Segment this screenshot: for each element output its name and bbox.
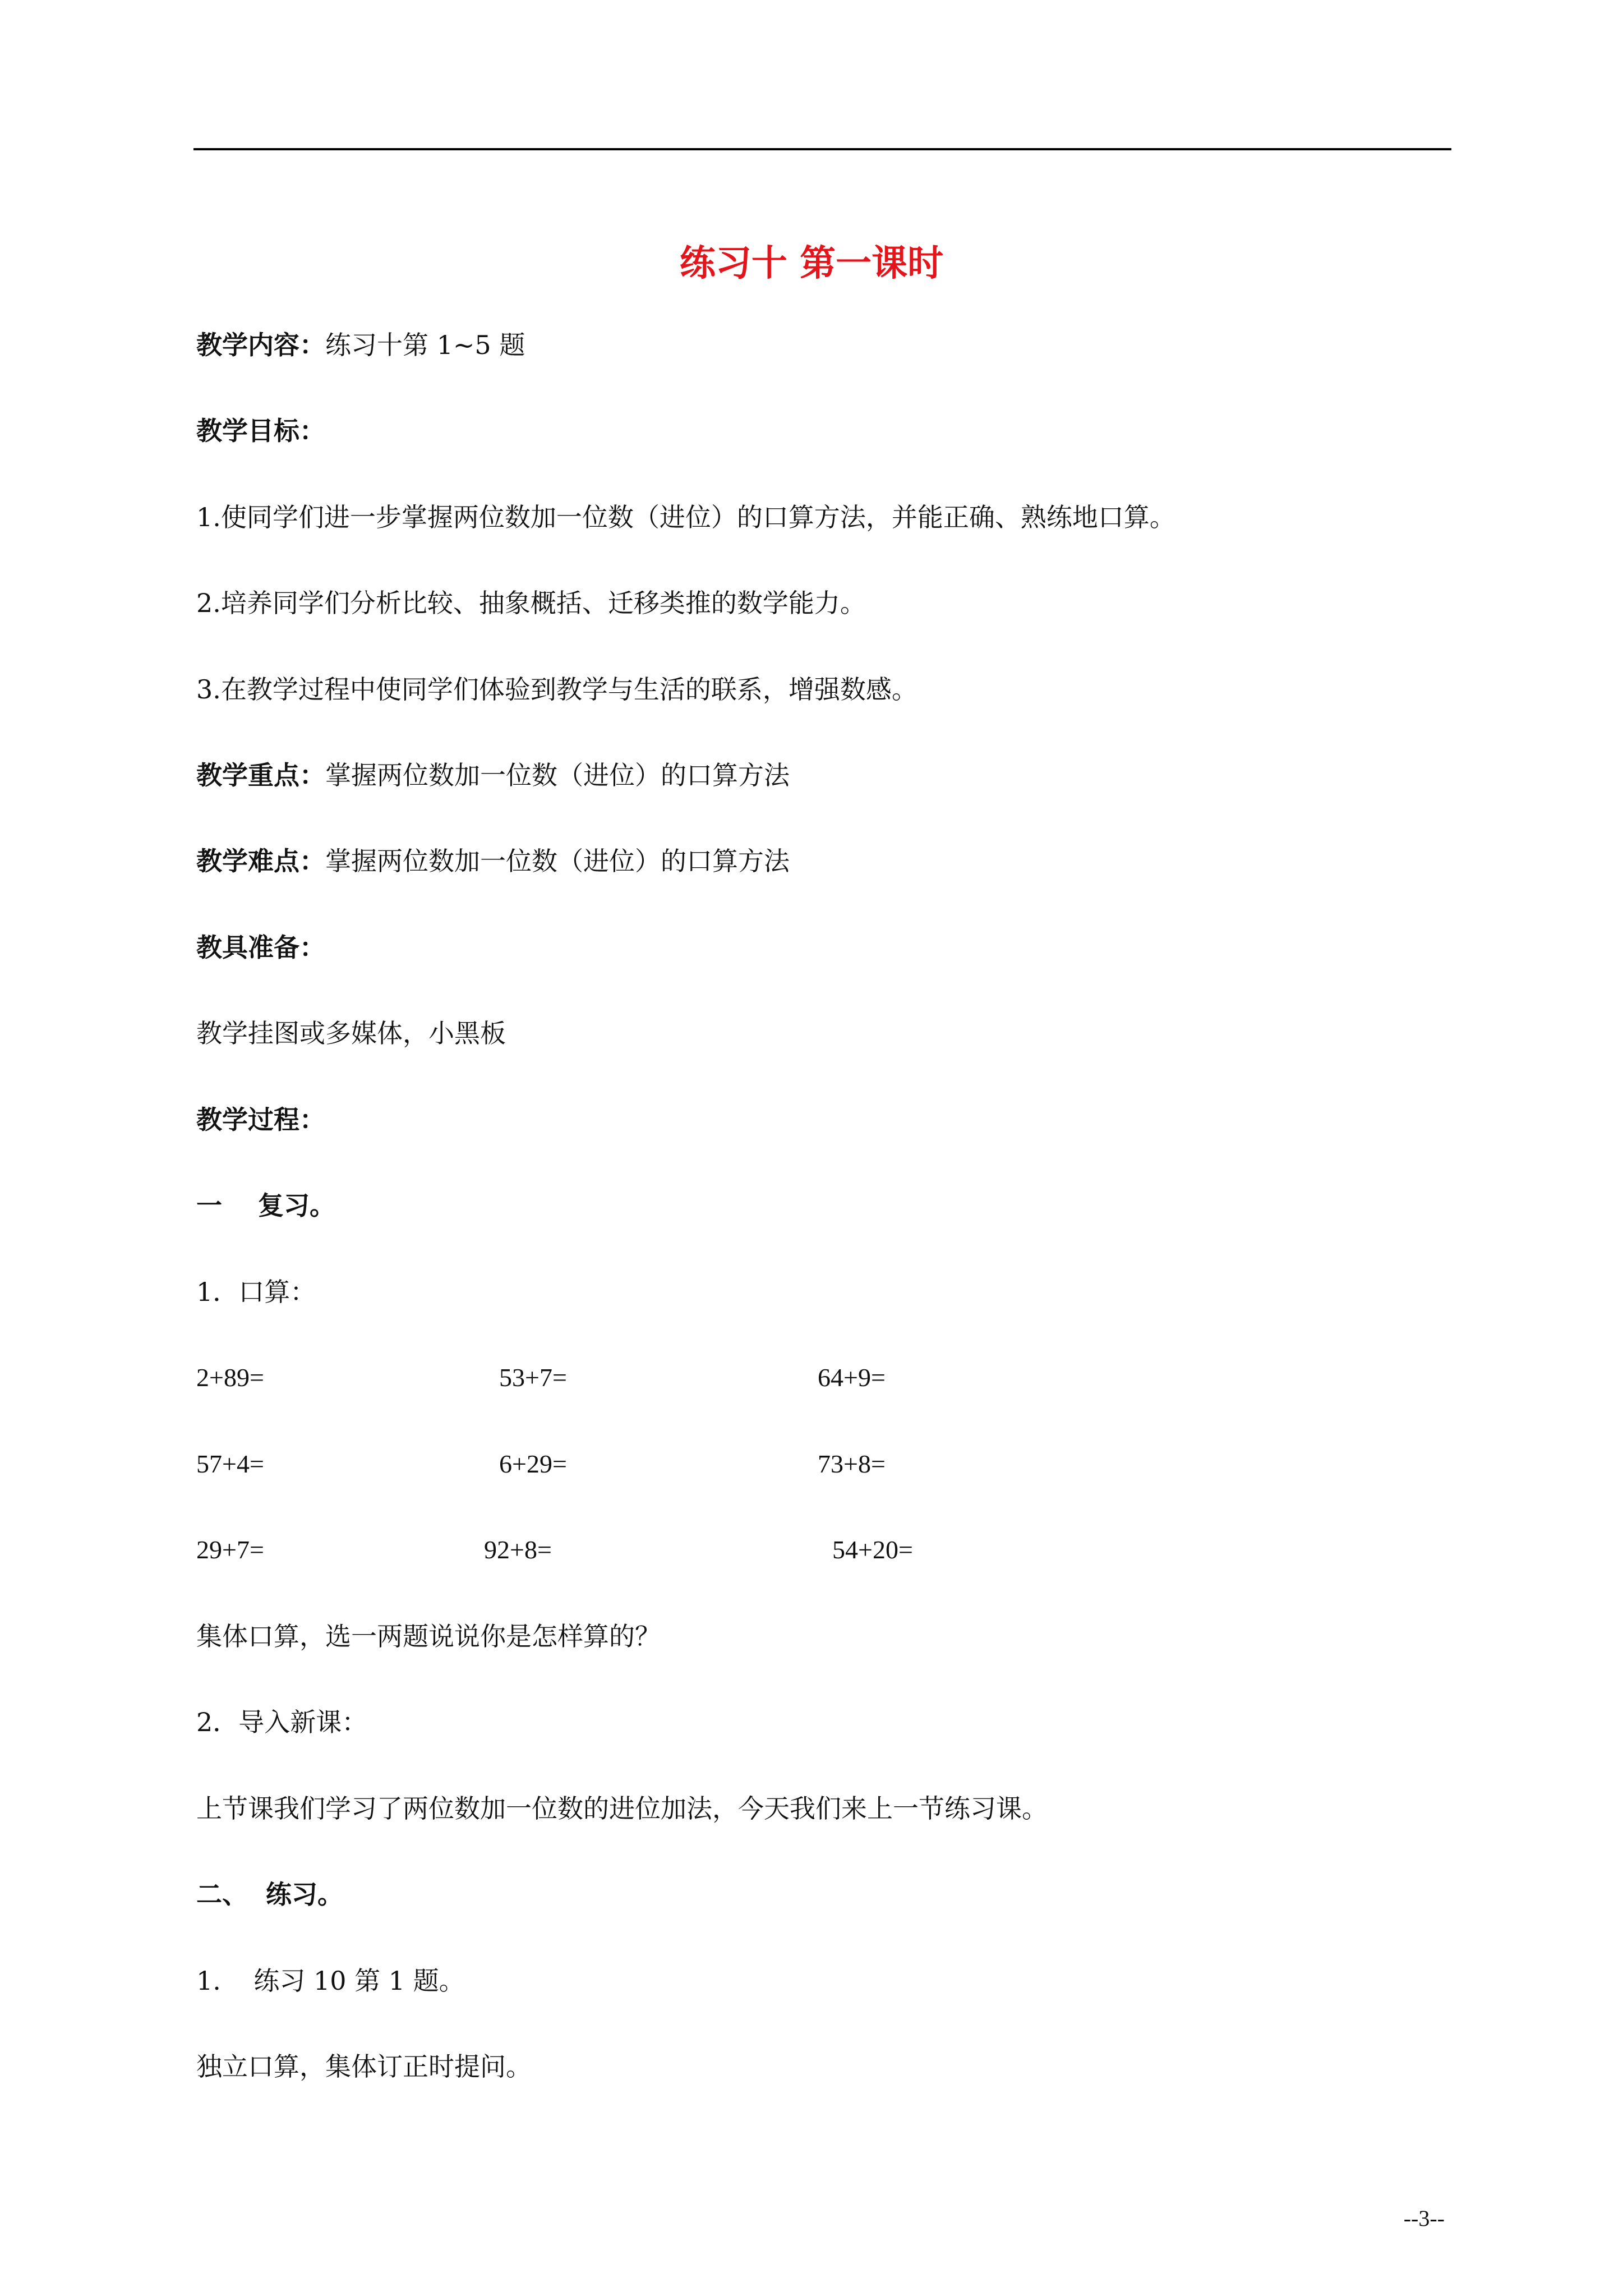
calc-problem: 92+8= <box>484 1535 552 1564</box>
goal-item-3: 3.在教学过程中使同学们体验到教学与生活的联系，增强数感。 <box>196 674 917 705</box>
teaching-content-value: 练习十第 1~5 题 <box>325 330 525 360</box>
section-1-intro: 上节课我们学习了两位数加一位数的进位加法，今天我们来上一节练习课。 <box>196 1793 1048 1824</box>
calc-problem: 54+20= <box>832 1535 913 1564</box>
section-1-item-1: 1．口算： <box>196 1277 316 1307</box>
section-2-heading: 二、 练习。 <box>196 1879 344 1910</box>
calc-problem: 29+7= <box>196 1535 264 1564</box>
calc-problem: 53+7= <box>499 1363 567 1392</box>
tools-value: 教学挂图或多媒体，小黑板 <box>196 1018 506 1048</box>
key-point-value: 掌握两位数加一位数（进位）的口算方法 <box>325 760 790 790</box>
calc-problem: 73+8= <box>818 1450 886 1478</box>
calc-problem: 6+29= <box>499 1450 567 1478</box>
difficulty-label: 教学难点： <box>196 846 325 876</box>
page-number: --3-- <box>1403 2206 1445 2231</box>
section-2-item-1: 1. 练习 10 第 1 题。 <box>196 1966 465 1996</box>
tools-label: 教具准备： <box>196 932 325 963</box>
key-point-label: 教学重点： <box>196 760 325 790</box>
section-1-item-2: 2．导入新课： <box>196 1707 368 1737</box>
calc-problem: 2+89= <box>196 1363 264 1392</box>
calc-problem: 64+9= <box>818 1363 886 1392</box>
calc-problem: 57+4= <box>196 1450 264 1478</box>
lesson-title: 练习十 第一课时 <box>679 243 944 284</box>
goal-item-1: 1.使同学们进一步掌握两位数加一位数（进位）的口算方法，并能正确、熟练地口算。 <box>196 502 1175 532</box>
process-label: 教学过程： <box>196 1105 325 1135</box>
section-1-note: 集体口算，选一两题说说你是怎样算的？ <box>196 1621 661 1651</box>
section-1-heading: 一 复习。 <box>196 1190 336 1221</box>
goal-item-2: 2.培养同学们分析比较、抽象概括、迁移类推的数学能力。 <box>196 588 866 618</box>
teaching-content <box>196 325 525 365</box>
teaching-content-label: 教学内容： <box>196 330 325 360</box>
header-rule <box>193 148 1451 150</box>
difficulty <box>196 841 790 881</box>
teaching-goals-label: 教学目标： <box>196 416 325 446</box>
section-2-note: 独立口算，集体订正时提问。 <box>196 2051 532 2082</box>
key-point <box>196 756 790 795</box>
difficulty-value: 掌握两位数加一位数（进位）的口算方法 <box>325 846 790 876</box>
